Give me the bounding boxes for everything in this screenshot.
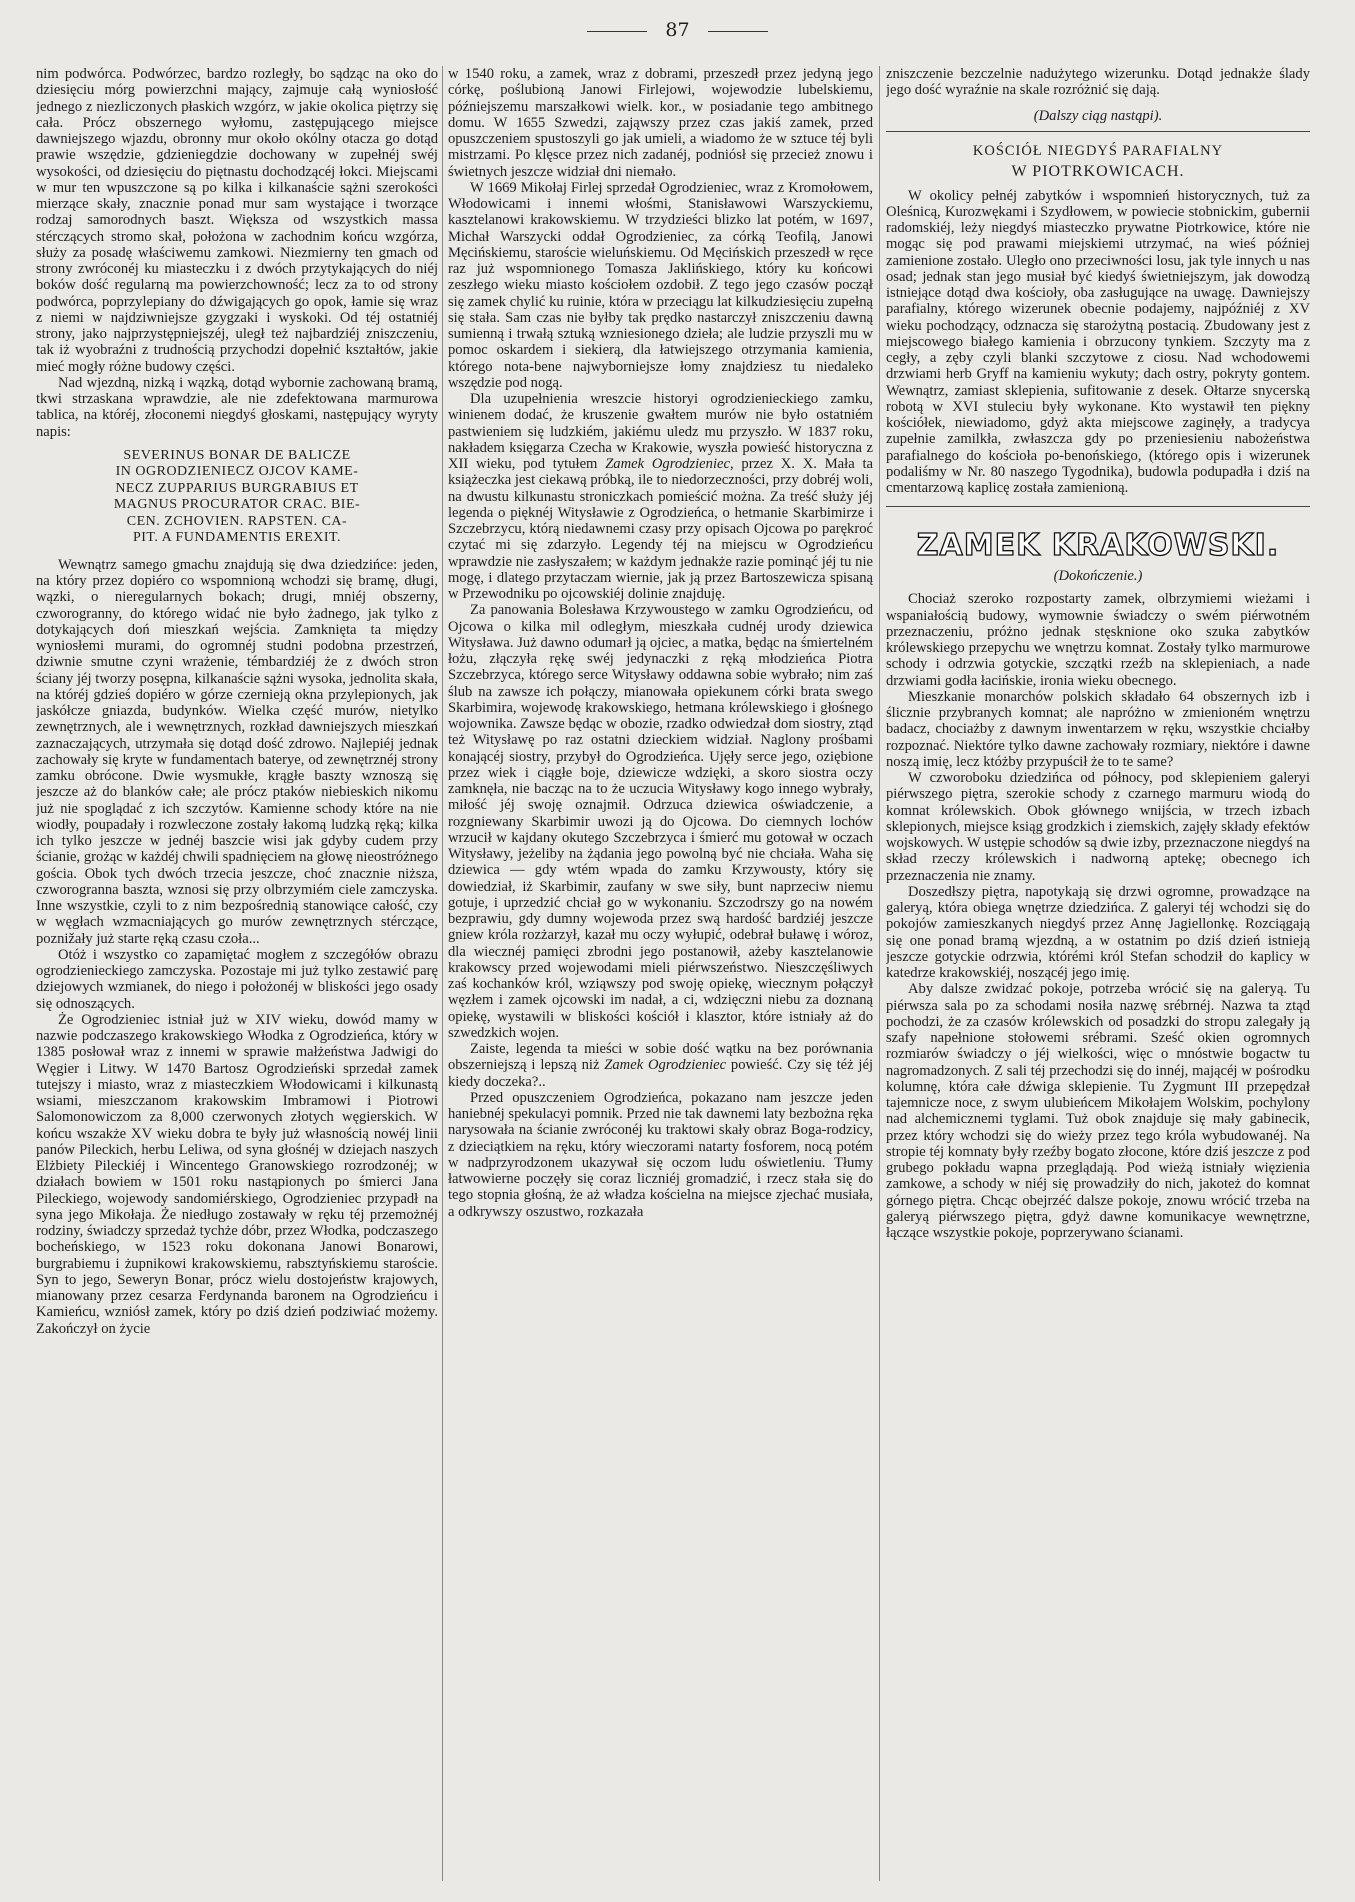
column-3 xyxy=(886,66,1310,1886)
article-title-line2: W PIOTRKOWICACH. xyxy=(1011,162,1185,180)
paragraph: nim podwórca. Podwórzec, bardzo rozległy, bo sądząc na oko do dziesięciu mórg powierzchni mający, zajmuje całą wyniosłość jednego z niezliczonych płaskich wzgórz, w jakie okolica piętrzy się cała. Prócz obszernego wyłomu, zastępującego miejsce dawniejszego wjazdu, obronny mur około okólny otacza go dotąd prawie wszędzie, gdzieniegdzie dochowany w zupełnéj swéj wysokości, od dziesięciu do piętnastu dochodzącéj łokci. Miejscami w mur ten wpuszczone są po kilka i kilkanaście sążni szerokości mierzące skały, znacznie ponad mur sam wystające i tworzące rodzaj samorodnych baszt. Większa od wszystkich massa stérczących stromo skał, położona w zachodnim końcu wzgórza, służy za posadę właściwemu zamkowi. Niezmierny ten gmach od strony zwróconéj ku miasteczku i z dwóch przytykających do niéj boków dość regularną ma powierzchowność; lecz za to od strony podwórca, poprzylepiany do dźwigających go opok, łamie się wraz z niemi w najdziwniejsze gzygzaki i wyskoki. Od téj ostatniéj strony, jako najprzystępniejszéj, uległ też najbardziéj zniszczeniu, tak iż wyobraźni z trudnością przychodzi dopełnić kształtów, jakie mieć mogły różne budowy części. xyxy=(36,66,438,375)
paragraph: Że Ogrodzieniec istniał już w XIV wieku, dowód mamy w nazwie podczaszego krakowskiego Włodka z Ogrodzieńca, który w 1385 posłował wraz z innemi w sprawie małżeństwa Jadwigi do Węgier i Litwy. W 1470 Bartosz Ogrodzieński sprzedał zamek tutejszy i miasto, wraz z miasteczkiem Włodowicami i kilkunastą wsiami, mieszczanom krakowskim Imbramowi i Piotrowi Salomonowiczom za 8,000 czerwonych złotych węgierskich. W końcu wszakże XV wieku dobra te były już własnością nowéj linii panów Pileckich, herbu Leliwa, od syna głośnéj w dziejach naszych Elżbiety Pileckiéj i Wincentego Granowskiego rozrodzonéj; w działach bowiem w 1501 roku nastąpionych po śmierci Jana Pileckiego, wojewody sandomiérskiego, Ogrodzieniec przypadł na syna jego Mikołaja. Że niedługo zostawały w ręku téj przemożnéj rodziny, świadczy sprzedaż tychże dóbr, przez Włodka, podczaszego bocheńskiego, w 1523 roku dokonana Janowi Bonarowi, burgrabiemu i żupnikowi krakowskiemu, rabsztyńskiemu staroście. Syn to jego, Seweryn Bonar, prócz wielu dostojeństw krajowych, mianowany przez cesarza Ferdynanda baronem na Ogrodzieńcu i Kamieńcu, wzniósł zamek, który po dziś dzień podziwiać możemy. Zakończył on życie xyxy=(36,1011,438,1337)
book-title: Zamek Ogrodzieniec xyxy=(604,1057,727,1074)
section-rule xyxy=(886,131,1310,132)
paragraph: Doszedłszy piętra, napotykają się drzwi ogromne, prowadzące na galeryą, która obiega wnętrze dziedzińca. Z galeryi téj wchodzi się do pokojów zamieszkanych niegdyś przez Annę Jagiellonkę. Rozciągają się one ponad bramą wjezdną, a w ostatnim po dziś dzień istnieją jeszcze gotyckie odrzwia, którémi król Stefan schodził do kaplicy w katedrze krakowskiéj, noszącéj jego imię. xyxy=(886,883,1310,981)
book-title: Zamek Ogrodzieniec xyxy=(605,456,730,472)
paragraph: Przed opuszczeniem Ogrodzieńca, pokazano nam jeszcze jeden haniebnéj spekulacyi pomnik. Przed nie tak dawnemi laty bezbożna ręka narysowała na ścianie zwróconéj ku traktowi skały obraz Boga-rodzicy, z dzieciątkiem na ręku, który wieczorami natarty fosforem, nocą potém w nadprzyrodzonem ukazywał się oczom ludu oświetleniu. Tłumy łatwowierne poczęły się coraz liczniéj gromadzić, i rzecz stała się do tego stopnia głośną, że aż władza kościelna na miejsce zjechać musiała, a odkrywszy oszustwo, rozkazała xyxy=(448,1089,873,1220)
paragraph: Aby dalsze zwidzać pokoje, potrzeba wrócić się na galeryą. Tu piérwsza sala po za schodami nosiła nazwę srébrnéj. Nazwa ta ztąd pochodzi, że za czasów królewskich od posadzki do stropu zalegały ją szafy napełnione stołowemi srébrami. Sześć okien ogromnych rozmiarów świadczy o jéj wielkości, więc o mnóstwie bogactw tu nagromadzonych. Z sali téj przechodzi się do innéj, mającéj w pośrodku kolumnę, która całe dźwiga sklepienie. Tu Zygmunt III przepędzał tajemnicze noce, z swym ulubieńcem Mikołajem Wolskim, pochylony nad alchemicznemi tyglami. Tuż obok znajduje się mały gabinecik, przez który wchodzi się do wieży przez tego króla wybudowanéj. Na stropie téj komnaty były rzeźby bogato złocone, które dziś jeszcze z pod grubego pokładu wapna przeglądają. Pod wieżą istniały więzienia zamkowe, a schody w niéj się prowadziły do nich, jakoteż do komnat górnego piętra. Chcąc obejrzéć dalsze pokoje, znowu wrócić trzeba na galeryą piérwszego piętra, gdyż dawne komunikacye wewnętrzne, łączące wszystkie pokoje, poprzerywano ścianami. xyxy=(886,981,1310,1241)
text: , przez X. X. Mała ta książeczka jest ciekawą próbką, ile to niedorzeczności, przy dobréj woli, na dwustu kilkunastu stroniczkach pomieścić można. Za treść służy jéj legenda o pięknéj Witysławie z Ogrodzieńca, o hetmanie Skarbimirze i Szczebrzycu, którą niedawnemi czasy przy opisach Ojcowa po parękroć czytać mi się zdarzyło. Legendy téj na miejscu w Ogrodzieńcu wprawdzie nie zasłyszałem; w każdym jednakże razie pominąć jéj tu nie mogę, i dlatego przytaczam wiernie, jak ją przez Bartoszewicza spisaną w Przewodniku po ojcowskiéj dolinie znajduję. xyxy=(448,456,873,602)
paragraph xyxy=(448,1041,873,1090)
inscription-line: SEVERINUS BONAR DE BALICZE xyxy=(123,447,351,463)
inscription-line: CEN. ZCHOVIEN. RAPSTEN. CA- xyxy=(126,513,348,529)
text: Zaiste, legenda ta mieści w sobie dość wątku na bez porównania obszerniejszą i lepszą niż xyxy=(448,1041,873,1074)
paragraph xyxy=(448,391,873,602)
paragraph: Nad wjezdną, nizką i wązką, dotąd wybornie zachowaną bramą, tkwi strzaskana wprawdzie, ale nie zdefektowana marmurowa tablica, na któréj, złoconemi niegdyś głoskami, następujący wyryty napis: xyxy=(36,374,438,440)
header-rule-right xyxy=(708,31,768,32)
paragraph: W okolicy pełnéj zabytków i wspomnień historycznych, tuż za Oleśnicą, Kurozwękami i Szydłowem, w powiecie stobnickim, gubernii radomskiéj, leży niegdyś miasteczko prywatne Piotrkowice, które nie mogąc się pod prawami miejskiemi utrzymać, na wieś później zamienione zostało. Uległo ono przeciwności losu, jak tyle innych u nas osad; jednak stan jego musiał być kiedyś świetniejszym, jak dowodzą istniejące dotąd dwa kościoły, oba zasługujące na uwagę. Dawniejszy parafialny, którego wizerunek obecnie podajemy, najpóźniéj z XV wieku pochodzący, odznacza się starożytną postacią. Zbudowany jest z miejscowego białego kamienia i obrzucony tynkiem. Szczyty ma z cegły, a zęby czyli blanki szczytowe z ciosu. Nad wchodowemi drzwiami herb Gryff na kamieniu wykuty; dach ostry, pokryty gontem. Wewnątrz, zamiast sklepienia, sufitowanie z desek. Ołtarze snycerską robotą w XVI stuleciu były wykonane. Kto wystawił ten piękny kościółek, niewiadomo, gdyż akta miejscowe zaginęły, a tradycya zupełnie zamilkła, zwłaszcza gdy po przeniesieniu nabożeństwa parafialnego do kościoła po-benońskiego, (którego opis i wizerunek podaliśmy w Nr. 80 naszego Tygodnika), budowla podupadła i dziś na cmentarzową kaplicę została zamienioną. xyxy=(886,187,1310,496)
paragraph: W czworoboku dziedzińca od północy, pod sklepieniem galeryi piérwszego piętra, szerokie schody z czarnego marmuru wiodą do komnat królewskich. Obok głównego wnijścia, w trzech izbach sklepionych, miejsce ksiąg grodzkich i ziemskich, zajęły składy efektów wojskowych. W ustępie schodów są dwie izby, przeznaczone niegdyś na skład rzeczy królewskich i nadworną aptekę; obecnego ich przeznaczenia nie znamy. xyxy=(886,770,1310,884)
paragraph: w 1540 roku, a zamek, wraz z dobrami, przeszedł przez jedyną jego córkę, poślubioną Janowi Firlejowi, wojewodzie lubelskiemu, późniejszemu marszałkowi wielk. kor., w posiadanie tego ambitnego domu. W 1655 Szwedzi, zająwszy przez czas jakiś zamek, przed opuszczeniem spustoszyli go jak umieli, a wiadomo że w sztuce téj byli mistrzami. Po klęsce przez nich zadanéj, podniósł się przecież znowu i świetnych jeszcze widział dni niemało. xyxy=(448,66,873,180)
inscription-line: IN OGRODZIENIECZ OJCOV KAME- xyxy=(115,464,359,480)
inscription-line: NECZ ZUPPARIUS BURGRABIUS ET xyxy=(115,480,359,496)
inscription xyxy=(42,448,432,547)
article-title: ZAMEK KRAKOWSKI. xyxy=(916,528,1280,564)
article-subtitle: (Dokończenie.) xyxy=(1053,568,1143,585)
continued-note: (Dalszy ciąg nastąpi). xyxy=(1033,107,1163,124)
column-divider xyxy=(879,66,880,1881)
article-title: KOŚCIÓŁ NIEGDYŚ PARAFIALNY xyxy=(972,142,1224,159)
inscription-line: PIT. A FUNDAMENTIS EREXIT. xyxy=(132,530,342,546)
header-rule-left xyxy=(587,31,647,32)
column-2 xyxy=(448,66,873,1886)
page-header xyxy=(0,18,1355,42)
paragraph: Za panowania Bolesława Krzywoustego w zamku Ogrodzieńcu, od Ojcowa o kilka mil odległym, mieszkała cudnéj urody dziewica Witysława. Już dawno odumarł ją ojciec, a matka, będąc na śmiertelném łożu, złączyła rękę swéj jedynaczki z ręką młodzieńca Piotra Szczebrzyca, którego serce Witysławy oddawna sobie wybrało; nim zaś ślub na zawsze ich połączy, mianowała opiekunem córki brata swego Skarbimira, wojewodę krakowskiego, hetmana królewskiego i głośnego wojownika. Zawsze będąc w obozie, rzadko odwiedzał dom siostry, ztąd też Witysławę po raz ostatni dzieckiem widział. Naglony prośbami konającéj siostry, przybył do Ogrodzieńca. Ujęły serce jego, oziębione przez wiek i ciągłe boje, dziewicze wdzięki, a skoro siostra oczy zamknęła, nie bacząc na to że uczucia Witysławy kogo innego wybrały, miłość jéj swoję oznajmił. Odrzuca dziewica oświadczenie, a rozgniewany Skarbimir uwozi ją do Ojcowa. Do ciemnych lochów wrzucił w kajdany okutego Szczebrzyca i śmierć mu gotował w oczach Witysławy, jeżeliby na żądania jego powolną być nie chciała. Waha się dziewica — gdy wtém wpada do zamku Krzywousty, który się dowiedział, iż Skarbimir, zaufany w swe siły, bunt naprzeciw niemu gotuje, i uprzedzić chciał go w wykonaniu. Szczodrszy go na nowém bezprawiu, gdy dumny wojewoda przez swą hardość bardziéj jeszcze gniew króla rozżarzył, kazał mu oczy wyłupić, odebrał buławę i wóroz, dla wiecznéj pamięci zbrodni jego postanowił, ażeby kasztelanowie krakowscy przed wojewodami mieli piérwszeństwo. Nieszczęśliwych zaś kochanków król, wziąwszy pod swoję opiekę, wiecznym połączył węzłem i zamek ojcowski im nadał, a ci, wdzięczni niebu za doznaną opiekę, wystawili w bliskości kościół i klasztor, które istniały aż do szwedzkich wojen. xyxy=(448,602,873,1041)
column-1 xyxy=(36,66,438,1886)
page-number: 87 xyxy=(665,19,690,41)
paragraph: zniszczenie bezczelnie nadużytego wizerunku. Dotąd jednakże ślady jego dość wyraźnie na skale rozróżnić się dają. xyxy=(886,66,1310,99)
paragraph: Otóż i wszystko co zapamiętać mogłem z szczegółów obrazu ogrodzienieckiego zamczyska. Pozostaje mi już tylko zestawić parę dziejowych wzmianek, do niego i położonéj w bliskości jego osady się odnoszących. xyxy=(36,946,438,1012)
text: powieść. Czy się téż jéj kiedy doczeka?.. xyxy=(448,1057,873,1090)
paragraph: W 1669 Mikołaj Firlej sprzedał Ogrodzieniec, wraz z Kromołowem, Włodowicami i innemi włośmi, Stanisławowi Warszyckiemu, kasztelanowi krakowskiemu. W trzydzieści blizko lat potém, w 1697, Michał Warszycki oddał Ogrodzieniec, za córką Teofilą, Janowi Męcińskiemu, staroście wieluńskiemu. Od Męcińskich przeszedł w ręce raz już wspomnionego Tomasza Jaklińskiego, który ku końcowi zeszłego wieku miasto kościołem ozdobił. Z tego jego czasów począł się zamek chylić ku ruinie, która w przeciągu lat kilkudziesięciu zupełną się stała. Sam czas nie byłby tak prędko nastarczył zniszczeniu dawną sumienną i trwałą sztuką wzniesionego dzieła; ale ludzie przyszli mu w pomoc oskardem i siekierą, dla łatwiejszego otrzymania kamienia, którego nota-bene najwyborniejsze łomy znajdziesz tu niedaleko wszędzie pod nogą. xyxy=(448,179,873,391)
inscription-line: MAGNUS PROCURATOR CRAC. BIE- xyxy=(113,497,361,513)
column-divider xyxy=(442,66,443,1881)
text: Dla uzupełnienia wreszcie historyi ogrodzienieckiego zamku, winienem dodać, że kruszenie gwałtem murów nie było ostatniém pastwieniem się ludzkiém, jakiému uledz mu przyszło. W 1837 roku, nakładem księgarza Czecha w Krakowie, wyszła powieść historyczna z XII wieku, pod tytułem xyxy=(448,391,873,472)
paragraph: Chociaż szeroko rozpostarty zamek, olbrzymiemi wieżami i wspaniałością budowy, wymownie świadczy o swém piérwotném przeznaczeniu, próżno jednak stęsknione oko szuka zabytków królewskiego przepychu we wnętrzu komnat. Zostały tylko marmurowe schody i odrzwia gotyckie, szczątki rzeźb na sklepieniach, a nade drzwiami godła łacińskie, ironia wieku obecnego. xyxy=(886,591,1310,689)
section-rule xyxy=(886,506,1310,507)
paragraph: Mieszkanie monarchów polskich składało 64 obszernych izb i ślicznie przybranych komnat; ale napróżno w zmienioném wnętrzu badacz, chociażby z dawnym inwentarzem w ręku, wszystkie chciałby rozpoznać. Niektóre tylko dawne zachowały rozmiary, niektóre i dawne noszą imię, lecz któżby przypuścił że to te same? xyxy=(886,688,1310,770)
paragraph: Wewnątrz samego gmachu znajdują się dwa dziedzińce: jeden, na który przez dopiéro co wspomnioną wchodzi się bramę, długi, wązki, o nieregularnych bokach; drugi, mniéj obszerny, czworogranny, do którego widać nie było żadnego, jak tylko z dotykających doń mieszkań wejścia. Zamknięta ta między wyniosłemi murami, do ogromnéj studni podobna przestrzeń, dziwnie smutne czyni wrażenie, témbardziéj że z dwóch stron ściany jéj tworzy posępna, kilkanaście sążni wysoka, jednolita skała, na któréj gdzieś dopiéro w górze czernieją okna przylepionych, jak jaskółcze gniazda, budynków. Wielka część murów, nietylko zewnętrznych, ale i wewnętrznych, rozkład dawniejszych mieszkań zaznaczających, utrzymała się dotąd dość zdrowo. Najlepiéj jednak zachowały się kryte w fundamentach baterye, od zewnętrznéj strony zamku obrócone. Dwie wysmukłe, krągłe baszty wznoszą się jeszcze aż do blanków całe; ale prócz ptaków niebieskich nikomu już nie spoglądać z ich szczytów. Kamienne schody które na nie wiodły, poupadały i rozwleczone zostały łakomą ludzką ręką; kilka ich tylko jeszcze w jednéj baszcie wisi jak gdyby cudem przy ścianie, grożąc w każdéj chwili spadnięciem na głowę nieostróżnego gościa. Obok tych dwóch trzecia jeszcze, choć znacznie niższa, czworogranna baszta, wznosi się przy olbrzymiém ciele zamczyska. Inne wszystkie, czyli to z nim bezpośrednią stanowiące całość, czy w węgłach wzmacniających go murów zewnętrznych stérczące, poznižały już starte ręką czasu czoła... xyxy=(36,556,438,947)
